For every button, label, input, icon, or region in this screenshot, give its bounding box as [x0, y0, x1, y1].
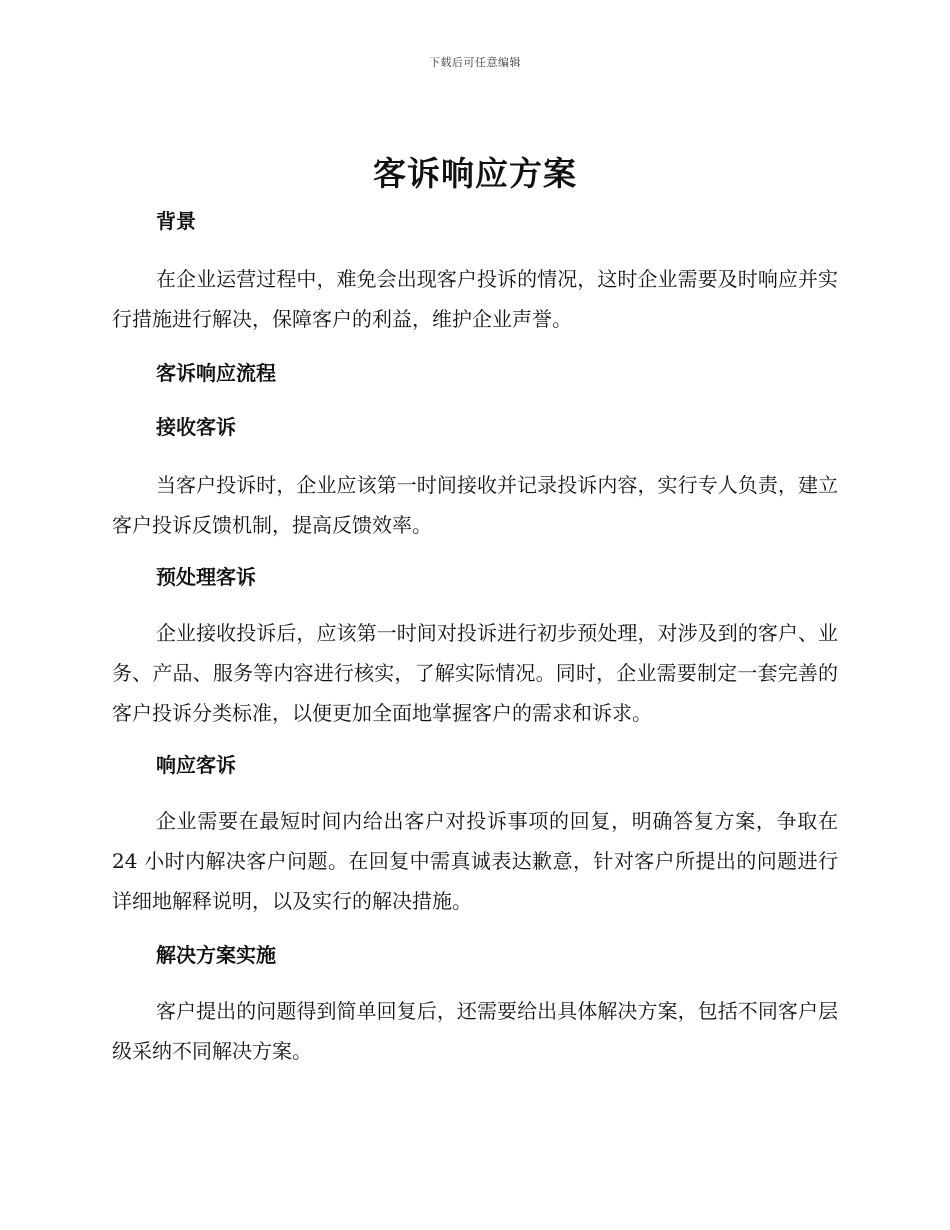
section-heading-process: 客诉响应流程	[156, 361, 276, 385]
document-title: 客诉响应方案	[373, 154, 577, 193]
section-heading-implementation: 解决方案实施	[156, 943, 276, 967]
section-paragraph-background: 在企业运营过程中，难免会出现客户投诉的情况，这时企业需要及时响应并实行措施进行解决，保障客户的利益，维护企业声誉。	[112, 267, 838, 331]
section-paragraph-implementation: 客户提出的问题得到简单回复后，还需要给出具体解决方案，包括不同客户层级采纳不同解决方案。	[112, 999, 838, 1063]
section-heading-receive: 接收客诉	[156, 415, 236, 439]
document-body	[112, 205, 838, 1071]
header-note: 下载后可任意编辑	[429, 56, 521, 69]
section-paragraph-respond: 企业需要在最短时间内给出客户对投诉事项的回复，明确答复方案，争取在 24 小时内解决客户问题。在回复中需真诚表达歉意，针对客户所提出的问题进行详细地解释说明，以及实行的解决措施。	[112, 809, 838, 913]
section-paragraph-receive: 当客户投诉时，企业应该第一时间接收并记录投诉内容，实行专人负责，建立客户投诉反馈机制，提高反馈效率。	[112, 473, 838, 537]
section-heading-preprocess: 预处理客诉	[156, 565, 256, 589]
section-paragraph-preprocess: 企业接收投诉后，应该第一时间对投诉进行初步预处理，对涉及到的客户、业务、产品、服务等内容进行核实，了解实际情况。同时，企业需要制定一套完善的客户投诉分类标准，以便更加全面地掌握客户的需求和诉求。	[112, 621, 838, 725]
section-heading-background: 背景	[156, 209, 196, 233]
section-heading-respond: 响应客诉	[156, 753, 236, 777]
